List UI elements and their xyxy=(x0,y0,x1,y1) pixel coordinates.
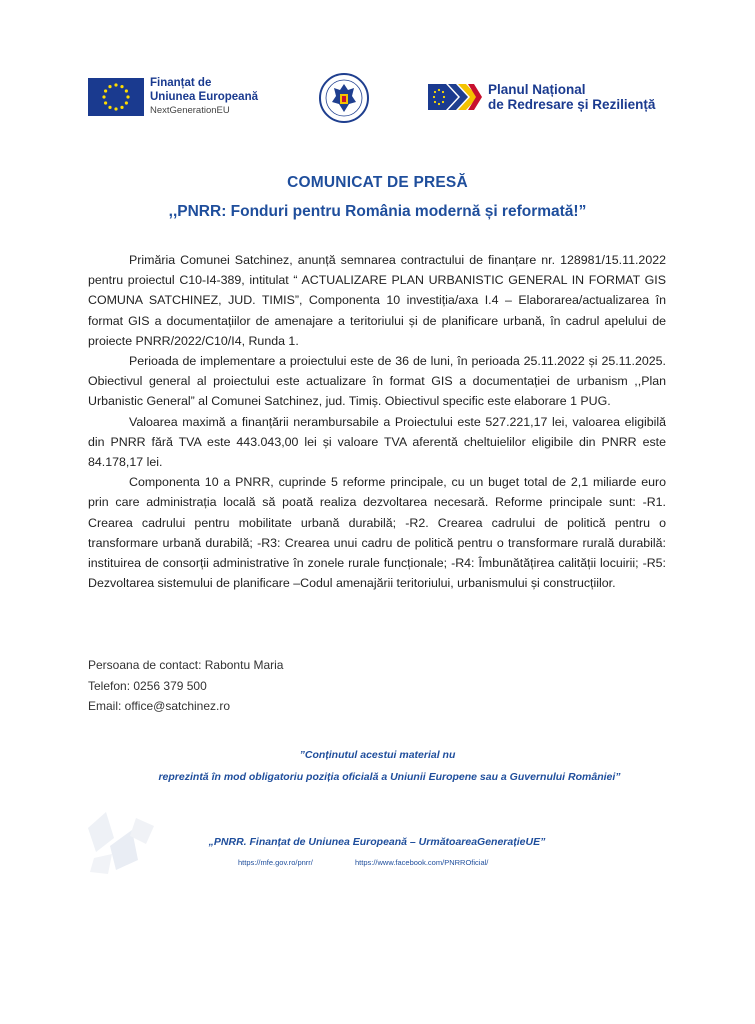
paragraph-component: Componenta 10 a PNRR, cuprinde 5 reforme principale, cu un buget total de 2,1 miliarde euro prin care administrația locală să poată realiza dezvoltarea necesară. Reforme principale sunt: -R1. Crearea cadrului pentru mobilitate urbană durabilă; -R2. Crearea cadrului de politică pentru o transformare urbană durabilă; -R3: Crearea unui cadru de politică pentru o transformare rurală durabilă: instituirea de consorții administrative în zonele rurale funcționale; -R4: Îmbunătățirea calității locuirii; -R5: Dezvoltarea sistemului de planificare –Codul amenajării teritoriului, urbanismului și construcțiilor. xyxy=(88,475,666,591)
paragraph-period: Perioada de implementare a proiectului este de 36 de luni, în perioada 25.11.2022 și 25.11.2025. Obiectivul general al proiectului este actualizare în format GIS a documentației de urbanism ,,Plan Urbanistic General” al Comunei Satchinez, jud. Timiș. Obiectivul specific este elaborare 1 PUG. xyxy=(88,354,666,409)
disclaimer-line1: ”Conținutul acestui material nu xyxy=(299,749,456,761)
mfe-pnrr-link[interactable]: https://mfe.gov.ro/pnrr/ xyxy=(238,858,313,867)
contact-phone: Telefon: 0256 379 500 xyxy=(88,678,207,693)
document-title xyxy=(0,174,755,221)
contact-person: Persoana de contact: Rabontu Maria xyxy=(88,658,284,672)
footer-title: „PNRR. Finanțat de Uniunea Europeană – UrmătoareaGenerațieUE” xyxy=(208,836,546,848)
eu-logo-line1: Finanțat de xyxy=(150,77,212,89)
facebook-pnrr-link[interactable]: https://www.facebook.com/PNRROficial/ xyxy=(354,858,489,867)
disclaimer-line2: reprezintă în mod obligatoriu poziția oficială a Uniunii Europene sau a Guvernului României” xyxy=(158,771,621,783)
press-release-heading: COMUNICAT DE PRESĂ xyxy=(287,174,468,191)
contact-email: Email: office@satchinez.ro xyxy=(88,699,231,713)
pnrr-arrow-icon xyxy=(428,80,482,114)
press-release-body xyxy=(88,250,666,593)
paragraph-funding: Valoarea maximă a finanțării nerambursabile a Proiectului este 527.221,17 lei, valoarea eligibilă din PNRR fără TVA este 443.043,00 lei și valoare TVA aferentă cheltuielilor eligibile din PNRR este 84.178,17 lei. xyxy=(88,414,666,470)
eu-funding-logo xyxy=(88,76,258,118)
pnrr-logo xyxy=(428,80,655,114)
romanian-government-seal-icon xyxy=(318,70,370,126)
paragraph-contract: Primăria Comunei Satchinez, anunță semnarea contractului de finanțare nr. 128981/15.11.2022 pentru proiectul C10-I4-389, intitulat “ ACTUALIZARE PLAN URBANISTIC GENERAL IN FORMAT GIS COMUNA SATCHINEZ, JUD. TIMIS”, Componenta 10 investiția/axa I.4 – Elaborarea/actualizarea în format GIS a documentațiilor de amenajare a teritoriului și de planificare urbană, în cadrul apelului de proiecte PNRR/2022/C10/I4, Runda 1. xyxy=(88,253,666,348)
footer-banner xyxy=(88,808,666,878)
disclaimer xyxy=(0,744,755,788)
footer-links xyxy=(238,858,528,867)
eu-logo-line2: Uniunea Europeană xyxy=(150,91,258,103)
eu-flag-icon xyxy=(88,78,144,116)
logo-bar xyxy=(0,70,755,140)
press-release-subheading: ,,PNRR: Fonduri pentru România modernă și reformată!” xyxy=(168,203,587,220)
contact-info xyxy=(88,655,283,717)
pnrr-logo-line2: de Redresare și Reziliență xyxy=(488,97,656,112)
eu-logo-line3: NextGenerationEU xyxy=(150,105,230,116)
pnrr-logo-line1: Planul Național xyxy=(488,82,586,97)
